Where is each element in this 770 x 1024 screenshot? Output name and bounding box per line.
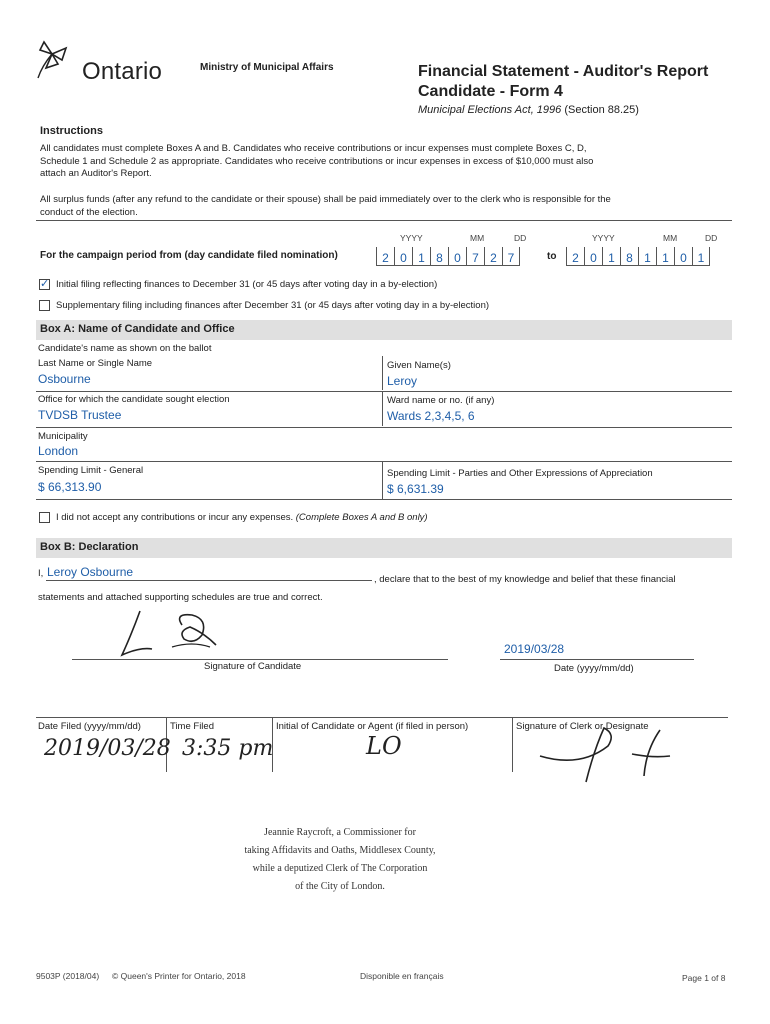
time-filed-label: Time Filed xyxy=(170,721,214,732)
instructions-para2 xyxy=(40,194,740,219)
signature-label: Signature of Candidate xyxy=(204,661,302,672)
spending-limit-general-value[interactable]: $ 66,313.90 xyxy=(38,480,102,494)
stamp-line4: of the City of London. xyxy=(295,881,385,892)
supplementary-filing-checkbox[interactable] xyxy=(39,300,50,311)
form-title-line2: Candidate - Form 4 xyxy=(418,83,563,100)
trillium-icon xyxy=(36,38,82,84)
no-contributions-note: (Complete Boxes A and B only) xyxy=(295,512,428,523)
from-digit: 0 xyxy=(448,247,466,265)
divider xyxy=(382,356,383,390)
from-mm-label: MM xyxy=(470,233,485,243)
period-label: For the campaign period from (day candidate filed nomination) xyxy=(40,250,338,261)
declaration-i: I, xyxy=(38,568,44,579)
form-title xyxy=(418,62,708,102)
to-digit: 0 xyxy=(584,247,602,265)
last-name-value[interactable]: Osbourne xyxy=(38,372,91,386)
ward-value[interactable]: Wards 2,3,4,5, 6 xyxy=(387,409,475,423)
declaration-date[interactable]: 2019/03/28 xyxy=(504,642,565,656)
page-number: Page 1 of 8 xyxy=(682,973,726,983)
divider xyxy=(36,499,732,500)
to-digit: 1 xyxy=(638,247,656,265)
last-name-label: Last Name or Single Name xyxy=(38,358,153,369)
from-digit: 8 xyxy=(430,247,448,265)
to-yyyy-label: YYYY xyxy=(592,233,615,243)
instructions-para2-line2: conduct of the election. xyxy=(40,206,138,218)
date-label: Date (yyyy/mm/dd) xyxy=(554,663,634,674)
act-section: (Section 88.25) xyxy=(564,104,639,116)
box-b-header: Box B: Declaration xyxy=(36,538,732,558)
to-digit: 1 xyxy=(692,247,710,265)
from-digit: 7 xyxy=(502,247,520,265)
divider xyxy=(512,717,513,772)
ward-label: Ward name or no. (if any) xyxy=(387,395,495,406)
date-line xyxy=(500,659,694,660)
municipality-value[interactable]: London xyxy=(38,444,79,458)
to-digit: 8 xyxy=(620,247,638,265)
divider xyxy=(36,427,732,428)
given-name-value[interactable]: Leroy xyxy=(387,374,418,388)
to-dd-label: DD xyxy=(705,233,718,243)
to-label: to xyxy=(547,251,557,262)
from-date-field[interactable] xyxy=(376,247,520,266)
copyright: © Queen's Printer for Ontario, 2018 xyxy=(112,971,246,981)
from-digit: 1 xyxy=(412,247,430,265)
instructions-para2-line1: All surplus funds (after any refund to the candidate or their spouse) shall be paid immediately over to the clerk who is responsible for the xyxy=(40,194,611,205)
from-digit: 2 xyxy=(376,247,394,265)
to-digit: 1 xyxy=(656,247,674,265)
commissioner-stamp xyxy=(200,824,480,896)
declaration-text-line1: , declare that to the best of my knowledge and belief that these financial xyxy=(374,574,676,585)
divider xyxy=(36,220,732,221)
agent-initial-label: Initial of Candidate or Agent (if filed in person) xyxy=(276,721,469,732)
ballot-name-label: Candidate's name as shown on the ballot xyxy=(38,343,212,354)
time-filed-value[interactable]: 3:35 pm xyxy=(182,736,274,761)
logo-text: Ontario xyxy=(82,58,163,85)
instructions-para1-line1: All candidates must complete Boxes A and B. Candidates who receive contributions or incur expenses must complete Boxes C, D, xyxy=(40,143,587,154)
spending-limit-general-label: Spending Limit - General xyxy=(38,465,144,476)
from-digit: 2 xyxy=(484,247,502,265)
signature-line xyxy=(72,659,448,660)
to-digit: 2 xyxy=(566,247,584,265)
given-name-label: Given Name(s) xyxy=(387,360,451,371)
box-a-header: Box A: Name of Candidate and Office xyxy=(36,320,732,340)
spending-limit-parties-value[interactable]: $ 6,631.39 xyxy=(387,482,444,496)
to-date-field[interactable] xyxy=(566,247,710,266)
act-name: Municipal Elections Act, 1996 xyxy=(418,104,562,116)
clerk-signature[interactable] xyxy=(520,720,680,790)
office-value[interactable]: TVDSB Trustee xyxy=(38,408,122,422)
divider xyxy=(382,461,383,499)
instructions-para1-line3: attach an Auditor's Report. xyxy=(40,168,152,179)
declarant-name-underline xyxy=(46,580,372,581)
agent-initial-value[interactable]: LO xyxy=(366,732,402,760)
from-digit: 7 xyxy=(466,247,484,265)
divider xyxy=(36,391,732,392)
from-yyyy-label: YYYY xyxy=(400,233,423,243)
initial-filing-label: Initial filing reflecting finances to December 31 (or 45 days after voting day in a by-election) xyxy=(56,279,438,290)
no-contributions-label xyxy=(56,512,428,523)
clerk-signature-label: Signature of Clerk or Designate xyxy=(516,721,649,732)
date-filed-value[interactable]: 2019/03/28 xyxy=(44,736,171,761)
instructions-para1-line2: Schedule 1 and Schedule 2 as appropriate. Candidates who receive contributions or incur expenses in excess of $10,000 must also xyxy=(40,155,594,167)
declaration-text-line2: statements and attached supporting schedules are true and correct. xyxy=(38,592,323,603)
form-act xyxy=(418,104,639,116)
no-contributions-checkbox[interactable] xyxy=(39,512,50,523)
declarant-name[interactable]: Leroy Osbourne xyxy=(47,565,134,579)
stamp-line2: taking Affidavits and Oaths, Middlesex County, xyxy=(244,845,436,856)
office-label: Office for which the candidate sought election xyxy=(38,394,230,405)
spending-limit-parties-label: Spending Limit - Parties and Other Expressions of Appreciation xyxy=(387,468,653,479)
ministry-name: Ministry of Municipal Affairs xyxy=(200,62,334,73)
supplementary-filing-label: Supplementary filing including finances after December 31 (or 45 days after voting day in a by-election) xyxy=(56,300,490,311)
to-mm-label: MM xyxy=(663,233,678,243)
divider xyxy=(36,717,728,718)
from-dd-label: DD xyxy=(514,233,527,243)
instructions-heading: Instructions xyxy=(40,125,103,137)
no-contributions-text: I did not accept any contributions or incur any expenses. xyxy=(56,512,294,523)
form-number: 9503P (2018/04) xyxy=(36,971,100,981)
from-digit: 0 xyxy=(394,247,412,265)
instructions-para1 xyxy=(40,143,740,181)
form-title-line1: Financial Statement - Auditor's Report xyxy=(418,63,709,80)
to-digit: 0 xyxy=(674,247,692,265)
divider xyxy=(382,391,383,426)
date-filed-label: Date Filed (yyyy/mm/dd) xyxy=(38,721,141,732)
candidate-signature[interactable] xyxy=(112,605,262,665)
stamp-line3: while a deputized Clerk of The Corporation xyxy=(252,863,428,874)
divider xyxy=(36,461,732,462)
initial-filing-checkbox[interactable]: ✓ xyxy=(40,278,50,290)
french-available: Disponible en français xyxy=(360,971,444,981)
to-digit: 1 xyxy=(602,247,620,265)
stamp-line1: Jeannie Raycroft, a Commissioner for xyxy=(264,827,416,838)
municipality-label: Municipality xyxy=(38,431,88,442)
